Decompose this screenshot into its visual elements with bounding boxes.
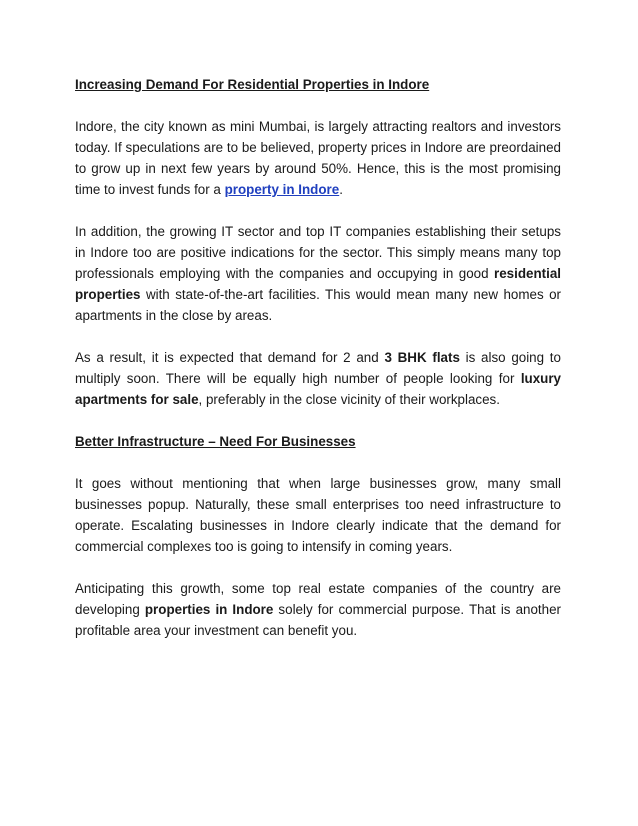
paragraph-text: Indore, the city known as mini Mumbai, is largely attracting realtors and investors today. If speculations are to be believed, property prices in Indore are preordained to grow up in next few years by around 50%. Hence, this is the most promising time to invest funds for a: [75, 119, 561, 197]
paragraph-text: is also going to multiply soon. There will be equally high number of people looking for: [75, 350, 561, 386]
section-heading-residential: Increasing Demand For Residential Properties in Indore: [75, 77, 430, 92]
bold-properties-in-indore: properties in Indore: [144, 602, 274, 617]
bold-3bhk-flats: 3 BHK flats: [384, 350, 460, 365]
bold-luxury-apartments: luxury apartments for sale: [75, 371, 561, 407]
paragraph-demand: [75, 347, 561, 410]
paragraph-text: As a result, it is expected that demand for 2 and: [75, 350, 385, 365]
paragraph-it-sector: [75, 221, 561, 326]
bold-residential-properties: residential properties: [75, 266, 561, 302]
paragraph-text: Anticipating this growth, some top real estate companies of the country are developing: [75, 581, 561, 617]
paragraph-text: In addition, the growing IT sector and top IT companies establishing their setups in Indore too are positive indications for the sector. This simply means many top professionals employing with the companies and occupying in good: [75, 224, 561, 281]
paragraph-growth: [75, 578, 561, 641]
paragraph-businesses: It goes without mentioning that when large businesses grow, many small businesses popup. Naturally, these small enterprises too need infrastructure to operate. Escalating businesses in Indore clearly indicate that the demand for commercial complexes too is going to intensify in coming years.: [75, 476, 561, 554]
paragraph-text: solely for commercial purpose. That is another profitable area your investment can benefit you.: [75, 602, 561, 638]
property-in-indore-link[interactable]: property in Indore: [224, 182, 340, 197]
paragraph-text: with state-of-the-art facilities. This would mean many new homes or apartments in the close by areas.: [75, 287, 561, 323]
paragraph-text: , preferably in the close vicinity of their workplaces.: [198, 392, 500, 407]
document-page: [75, 74, 561, 662]
section-heading-infrastructure: Better Infrastructure – Need For Businesses: [75, 434, 356, 449]
paragraph-text-end: .: [339, 182, 343, 197]
paragraph-indore-intro: [75, 116, 561, 200]
